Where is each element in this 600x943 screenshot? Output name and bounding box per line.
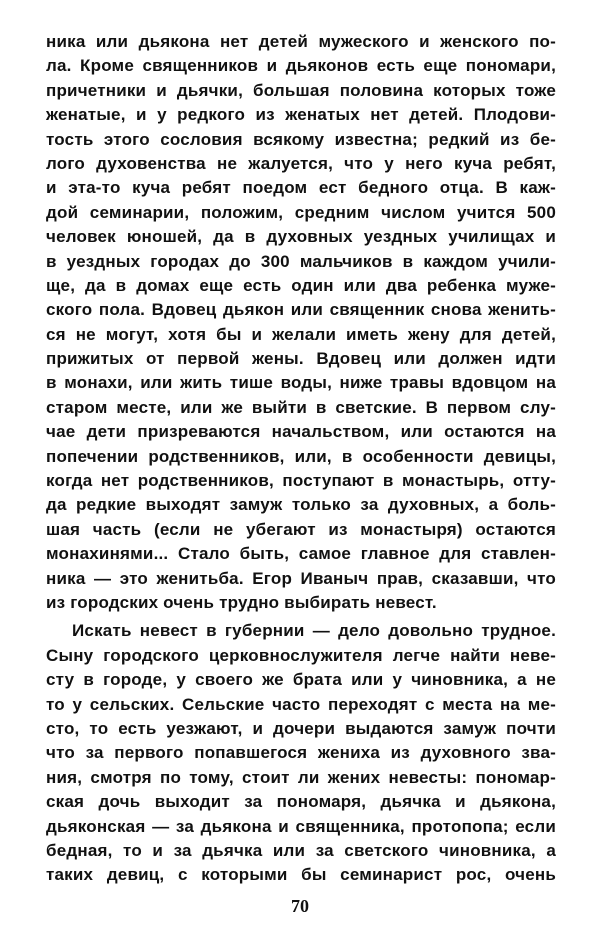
text-line: Сыну городского церковнослужителя легче найти неве- [46,645,556,665]
paragraph-1 [46,30,556,615]
text-line: ника — это женитьба. Егор Иваныч прав, сказавши, что [46,568,556,588]
text-line: ского пола. Вдовец дьякон или священник снова женить- [46,300,556,320]
text-line: и эта-то куча ребят поедом ест бедного отца. В каж- [46,178,556,198]
text-line: дой семинарии, положим, средним числом учится 500 [46,202,556,222]
text-line: да редкие выходят замуж только за духовных, а боль- [46,495,556,515]
text-line: дьяконская — за дьякона и священника, протопопа; если [46,816,556,836]
text-line: ла. Кроме священников и дьяконов есть еще пономари, [46,56,556,76]
text-line: ще, да в домах еще есть один или два ребенка муже- [46,275,556,295]
text-line: тость этого сословия всякому известна; редкий из бе- [46,129,556,149]
page-number: 70 [291,896,309,916]
text-line: что за первого попавшегося жениха из духовного зва- [46,743,556,763]
text-line: Искать невест в губернии — дело довольно трудное. [72,621,556,641]
text-line: причетники и дьячки, большая половина которых тоже [46,80,556,100]
text-line: ская дочь выходит за пономаря, дьячка и дьякона, [46,792,556,812]
text-line: из городских очень трудно выбирать невест. [46,592,437,612]
text-line: ника или дьякона нет детей мужеского и женского по- [46,32,556,51]
paragraph-2 [46,619,556,887]
text-line: ния, смотря по тому, стоит ли жених невесты: пономар- [46,767,556,787]
text-line: шая часть (если не убегают из монастыря) остаются [46,519,556,539]
text-line: монахинями... Стало быть, самое главное для ставлен- [46,544,556,564]
text-line: старом месте, или же выйти в светские. В первом слу- [46,397,556,417]
page-body [46,30,556,888]
text-line: человек юношей, да в духовных уездных училищах и [46,227,556,247]
text-line: попечении родственников, или, в особенности девицы, [46,446,556,466]
text-line: когда нет родственников, поступают в монастырь, отту- [46,471,556,491]
text-line: сто, то есть уезжают, и дочери выдаются замуж почти [46,718,556,738]
text-line: то у сельских. Сельские часто переходят с места на ме- [46,694,556,714]
text-line: чае дети призреваются начальством, или остаются на [46,422,556,442]
text-line: бедная, то и за дьячка или за светского чиновника, а [46,840,556,860]
text-line: ся не могут, хотя бы и желали иметь жену для детей, [46,324,556,344]
text-line: прижитых от первой жены. Вдовец или должен идти [46,349,556,369]
text-line: женатые, и у редкого из женатых нет детей. Плодови- [46,105,556,125]
text-line: лого духовенства не жалуется, что у него куча ребят, [46,153,556,173]
text-line: сту в городе, у своего же брата или у чиновника, а не [46,670,556,690]
text-line: таких девиц, с которыми бы семинарист рос, очень [46,865,556,885]
text-line: в монахи, или жить тише воды, ниже травы вдовцом на [46,373,556,393]
text-line: в уездных городах до 300 мальчиков в каждом учили- [46,251,556,271]
